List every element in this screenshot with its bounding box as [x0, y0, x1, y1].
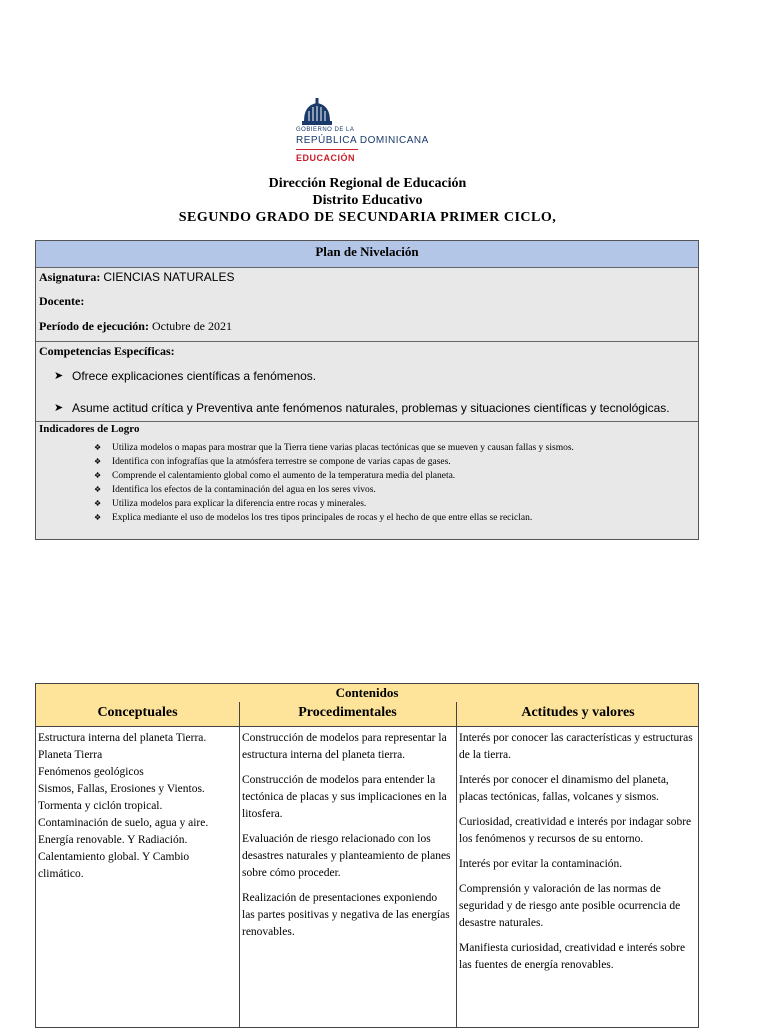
- periodo-value: Octubre de 2021: [151, 319, 232, 333]
- dome-icon: [300, 97, 334, 127]
- arrow-icon: ➤: [54, 402, 64, 414]
- procedimentales-column: [242, 730, 452, 949]
- indicador-item: ❖ Utiliza modelos o mapas para mostrar que la Tierra tiene varias placas tectónicas que se mueven y causan fallas y sismos.: [94, 441, 574, 455]
- contenidos-table: [35, 683, 699, 1028]
- header-line-3: SEGUNDO GRADO DE SECUNDARIA PRIMER CICLO,: [178, 210, 557, 225]
- contenidos-headers: [36, 702, 698, 727]
- conceptual-item: Tormenta y ciclón tropical.: [38, 800, 163, 812]
- conceptual-item: Planeta Tierra: [38, 749, 103, 761]
- actitudes-column: [459, 730, 695, 982]
- indicadores-label: Indicadores de Logro: [39, 423, 140, 435]
- logo-line-2: REPÚBLICA DOMINICANA: [296, 135, 429, 146]
- conceptual-item: Sismos, Fallas, Erosiones y Vientos.: [38, 783, 205, 795]
- conceptual-item: Contaminación de suelo, agua y aire.: [38, 817, 209, 829]
- logo: [296, 97, 446, 167]
- periodo-label: Período de ejecución:: [39, 319, 149, 333]
- conceptuales-column: [38, 730, 234, 883]
- logo-line-3: EDUCACIÓN: [296, 153, 356, 163]
- column-divider: [456, 702, 457, 1027]
- actitud-item: Interés por conocer las características y estructuras de la tierra.: [459, 732, 693, 761]
- indicador-item: ❖ Comprende el calentamiento global como el aumento de la temperatura media del planeta.: [94, 469, 574, 483]
- docente-label: Docente:: [39, 294, 85, 308]
- procedimental-item: Construcción de modelos para entender la tectónica de placas y sus implicaciones en la litosfera.: [242, 774, 447, 820]
- procedimental-item: Construcción de modelos para representar la estructura interna del planeta tierra.: [242, 732, 447, 761]
- competencia-text: Ofrece explicaciones científicas a fenómenos.: [72, 369, 317, 383]
- header-conceptuales: Conceptuales: [97, 705, 178, 720]
- asignatura-value: CIENCIAS NATURALES: [103, 270, 235, 284]
- logo-divider: [296, 149, 358, 150]
- procedimental-item: Evaluación de riesgo relacionado con los desastres naturales y planteamiento de planes sobre cómo proceder.: [242, 833, 451, 879]
- conceptual-item: Estructura interna del planeta Tierra.: [38, 732, 207, 744]
- divider: [36, 421, 698, 422]
- header-actitudes: Actitudes y valores: [521, 705, 635, 720]
- asignatura-row: [39, 270, 234, 285]
- actitud-item: Interés por evitar la contaminación.: [459, 858, 623, 870]
- header-line-1: Dirección Regional de Educación: [268, 176, 467, 191]
- conceptual-item: Calentamiento global. Y Cambio climático.: [38, 851, 190, 880]
- competencia-item: [54, 401, 670, 415]
- indicador-item: ❖ Identifica con infografías que la atmósfera terrestre se compone de varias capas de gases.: [94, 455, 574, 469]
- indicadores-list: [36, 441, 574, 525]
- competencias-label: Competencias Específicas:: [39, 344, 175, 358]
- periodo-row: [39, 319, 232, 334]
- competencia-text: Asume actitud crítica y Preventiva ante fenómenos naturales, problemas y situaciones científicas y tecnológicas.: [72, 401, 670, 415]
- indicador-item: ❖ Utiliza modelos para explicar la diferencia entre rocas y minerales.: [94, 497, 574, 511]
- logo-line-1: GOBIERNO DE LA: [296, 127, 355, 133]
- plan-title: Plan de Nivelación: [36, 241, 698, 268]
- conceptual-item: Fenómenos geológicos: [38, 766, 144, 778]
- competencia-item: [54, 369, 317, 383]
- plan-table: [35, 240, 699, 540]
- actitud-item: Curiosidad, creatividad e interés por indagar sobre los fenómenos y recursos de su entorno.: [459, 816, 692, 845]
- procedimental-item: Realización de presentaciones exponiendo las partes positivas y negativa de las energías renovables.: [242, 892, 450, 938]
- arrow-icon: ➤: [54, 370, 64, 382]
- indicador-item: ❖ Identifica los efectos de la contaminación del agua en los seres vivos.: [94, 483, 574, 497]
- header-procedimentales: Procedimentales: [298, 705, 397, 720]
- indicador-item: ❖ Explica mediante el uso de modelos los tres tipos principales de rocas y el hecho de que entre ellas se reciclan.: [94, 511, 574, 525]
- header-line-2: Distrito Educativo: [312, 193, 423, 208]
- actitud-item: Comprensión y valoración de las normas de seguridad y de riesgo ante posible ocurrencia de desastre naturales.: [459, 883, 681, 929]
- actitud-item: Interés por conocer el dinamismo del planeta, placas tectónicas, fallas, volcanes y sismos.: [459, 774, 669, 803]
- contenidos-title: Contenidos: [36, 684, 698, 703]
- actitud-item: Manifiesta curiosidad, creatividad e interés sobre las fuentes de energía renovables.: [459, 942, 686, 971]
- asignatura-label: Asignatura:: [39, 270, 101, 284]
- conceptual-item: Energía renovable. Y Radiación.: [38, 834, 188, 846]
- divider: [36, 341, 698, 342]
- column-divider: [239, 702, 240, 1027]
